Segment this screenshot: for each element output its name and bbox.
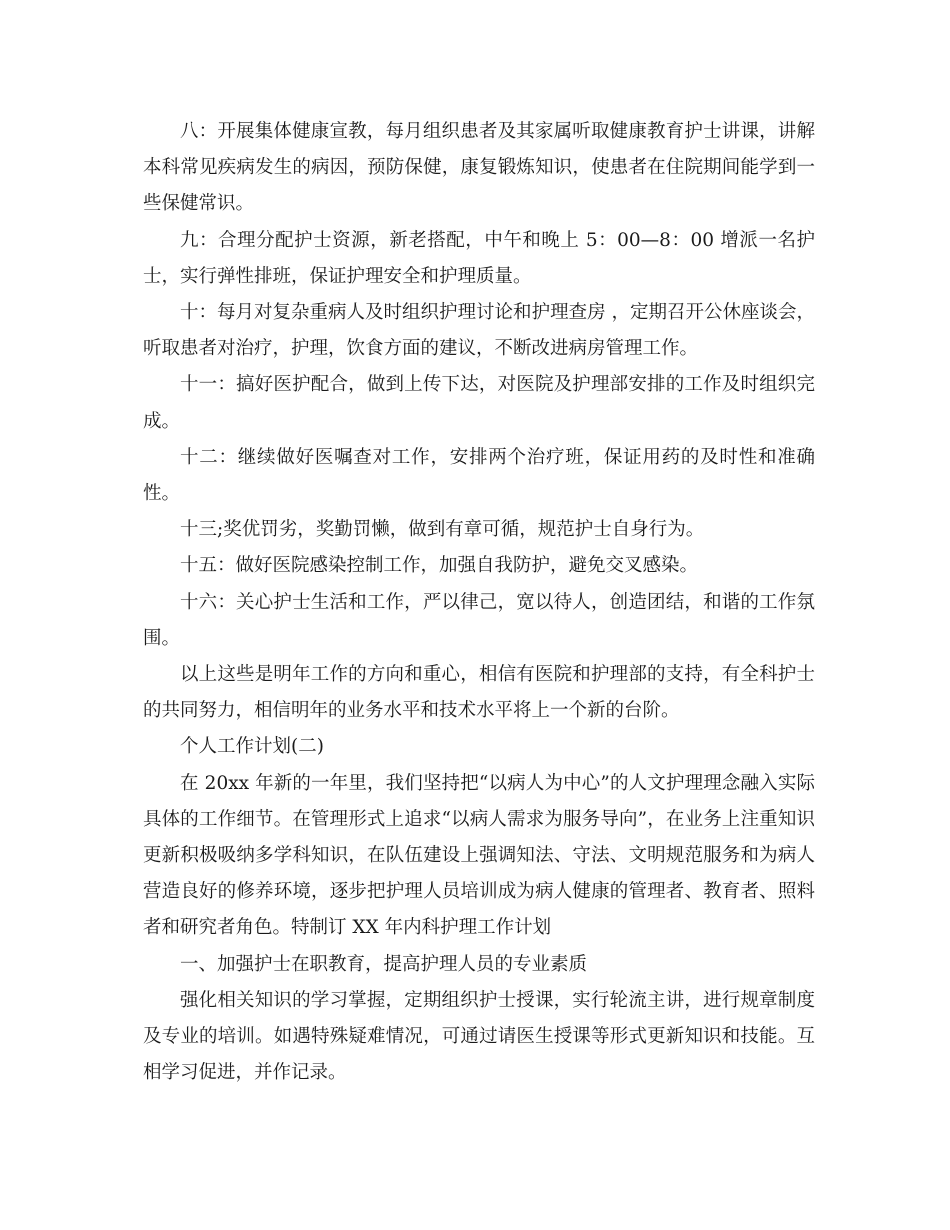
paragraph-item-8: 八：开展集体健康宣教，每月组织患者及其家属听取健康教育护士讲课，讲解本科常见疾病发生的病因，预防保健，康复锻炼知识，使患者在住院期间能学到一些保健常识。 <box>143 121 815 215</box>
paragraph-item-9: 九：合理分配护士资源，新老搭配，中午和晚上 5：00—8：00 增派一名护士，实行弹性排班，保证护理安全和护理质量。 <box>143 229 815 287</box>
paragraph-item-15: 十五：做好医院感染控制工作，加强自我防护，避免交叉感染。 <box>180 555 699 577</box>
section-heading-1: 一、加强护士在职教育，提高护理人员的专业素质 <box>180 953 588 975</box>
paragraph-item-11: 十一：搞好医护配合，做到上传下达，对医院及护理部安排的工作及时组织完成。 <box>143 374 815 432</box>
section-title: 个人工作计划(二) <box>180 736 324 758</box>
intro-paragraph: 在 20xx 年新的一年里，我们坚持把“以病人为中心”的人文护理理念融入实际具体的工作细节。在管理形式上追求“以病人需求为服务导向”，在业务上注重知识更新积极吸纳多学科知识，在队伍建设上强调知法、守法、文明规范服务和为病人营造良好的修养环境，逐步把护理人员培训成为病人健康的管理者、教育者、照料者和研究者角色。特制订 XX 年内科护理工作计划 <box>143 772 815 939</box>
paragraph-item-13: 十三;奖优罚劣，奖勤罚懒，做到有章可循，规范护士自身行为。 <box>180 519 705 541</box>
section-1-paragraph: 强化相关知识的学习掌握，定期组织护士授课，实行轮流主讲，进行规章制度及专业的培训。如遇特殊疑难情况，可通过请医生授课等形式更新知识和技能。互相学习促进，并作记录。 <box>143 989 815 1084</box>
document-body <box>143 114 815 1091</box>
paragraph-item-16: 十六：关心护士生活和工作，严以律己，宽以待人，创造团结，和谐的工作氛围。 <box>143 591 815 649</box>
closing-paragraph: 以上这些是明年工作的方向和重心，相信有医院和护理部的支持，有全科护士的共同努力，相信明年的业务水平和技术水平将上一个新的台阶。 <box>143 664 815 722</box>
paragraph-item-12: 十二：继续做好医嘱查对工作，安排两个治疗班，保证用药的及时性和准确性。 <box>143 446 815 505</box>
paragraph-item-10: 十：每月对复杂重病人及时组织护理讨论和护理查房 ，定期召开公休座谈会，听取患者对治疗，护理，饮食方面的建议，不断改进病房管理工作。 <box>143 302 815 360</box>
